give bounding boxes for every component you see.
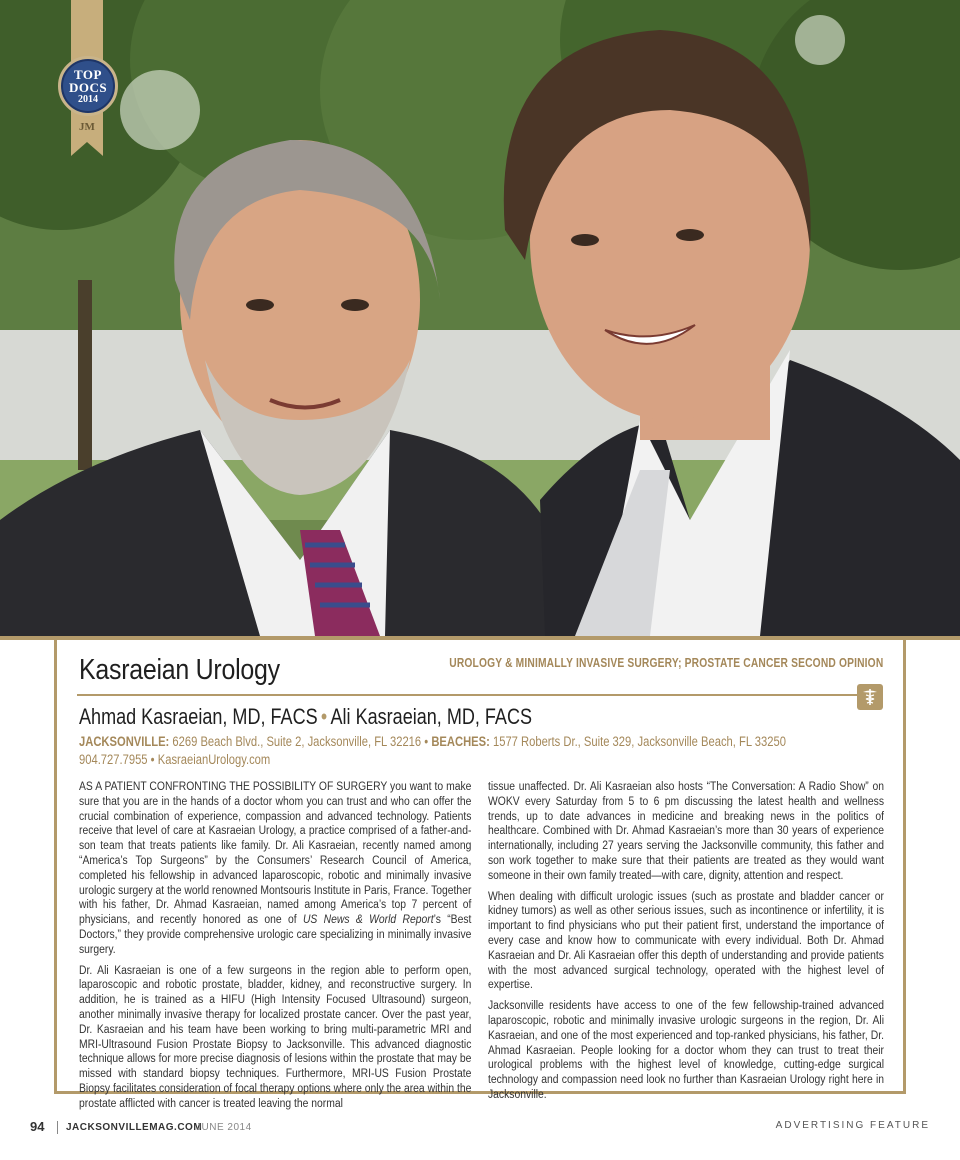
page-number: 94	[30, 1119, 45, 1134]
phone-number[interactable]: 904.727.7955	[79, 752, 148, 767]
address-line	[79, 734, 786, 749]
award-line1: TOP	[74, 66, 102, 82]
body-paragraph: When dealing with difficult urologic issues (such as prostate and bladder cancer or kidney tumors) as well as other serious issues, such as incontinence or infertility, it is important to find physicians who put their patient first, understand the importance of every case and know how to communicate with every individual. Both Dr. Ahmad Kasraeian and Dr. Ali Kasraeian offer this depth of understanding and provide patients with the most advanced surgical technology, operated with the highest level of expertise.	[488, 890, 884, 992]
body-column-right	[488, 780, 884, 1109]
street-address: 6269 Beach Blvd., Suite 2, Jacksonville, FL 32216	[172, 734, 422, 749]
city-label: BEACHES:	[431, 734, 490, 749]
separator: •	[150, 752, 155, 767]
publication-name: US News & World Report	[302, 914, 434, 927]
website-link[interactable]: KasraeianUrology.com	[157, 752, 271, 767]
body-paragraph: tissue unaffected. Dr. Ali Kasraeian also hosts “The Conversation: A Radio Show” on WOKV every Saturday from 5 to 6 pm discussing the latest health and wellness trends, up to date advances in medicine and breaking news in the politics of healthcare. Combined with Dr. Ahmad Kasraeian’s more than 30 years of experience internationally, including 27 years serving the Jacksonville community, this father and son work together to make sure that their patients are treated as they would want someone in their own family treated—with care, dignity, attention and respect.	[488, 781, 884, 882]
award-line2: DOCS	[68, 79, 108, 95]
page-footer	[30, 1119, 930, 1137]
issue-date: JUNE 2014	[196, 1122, 252, 1133]
doctor-names	[79, 704, 532, 730]
separator: •	[424, 734, 429, 749]
doctor-name: Ahmad Kasraeian, MD, FACS	[79, 704, 318, 729]
body-paragraph: Dr. Ali Kasraeian is one of a few surgeons in the region able to perform open, laparoscopic and robotic prostate, bladder, kidney, and reconstructive surgery. In addition, he is trained as a HIFU (High Intensity Focused Ultrasound) surgeon, another minimally invasive therapy for localized prostate cancer. Over the past year, Dr. Kasraeian and his team have been working to bring multi-parametric MRI and MRI-Ultrasound Fusion Prostate Biopsy to Jacksonville. This advanced diagnostic technique allows for more precise diagnosis of lesions within the prostate that may be missed with standard biopsy techniques. Furthermore, MRI-US Fusion Prostate Biopsy facilitates consideration of focal therapy options where only the area within the prostate afflicted with cancer is treated leaving the normal	[79, 964, 472, 1110]
site-link[interactable]: JACKSONVILLEMAG.COM	[66, 1122, 203, 1133]
body-column-left	[79, 780, 471, 1118]
body-text: AS A PATIENT CONFRONTING THE POSSIBILITY OF SURGERY you want to make sure that you are in the hands of a doctor whom you can trust and who can offer the crucial combination of experience, compassion and advanced technology. Patients receive that level of care at Kasraeian Urology, a practice comprised of a father-and-son team that treats patients like family. Dr. Ali Kasraeian, recently named among “America’s Top Surgeons” by the Consumers’ Research Council of America, completed his fellowship in advanced laparoscopic, robotic and minimally invasive urologic surgery at the world renowned Montsouris Institute in Paris, France. Together with his father, Dr. Ahmad Kasraeian, named among America’s top 7 percent of physicians, and recently honored as one of	[79, 781, 472, 927]
body-paragraph	[79, 780, 471, 958]
divider-line	[77, 694, 867, 696]
contact-line	[79, 752, 270, 767]
body-paragraph: Jacksonville residents have access to one of the few fellowship-trained advanced laparoscopic, robotic and minimally invasive urologic surgeons in the region, Dr. Ali Kasraeian, and one of the most experienced and top-ranked physicians, his father, Dr. Ahmad Kasraeian. People looking for a doctor whom they can trust to treat their urological problems with the highest level of knowledge, cutting-edge surgical technology and compassion need look no further than Kasraeian Urology right here in Jacksonville.	[488, 1000, 884, 1101]
street-address: 1577 Roberts Dr., Suite 329, Jacksonville Beach, FL 33250	[492, 734, 786, 749]
award-mark: JM	[79, 121, 95, 133]
footer-divider	[57, 1121, 58, 1134]
doctor-name: Ali Kasraeian, MD, FACS	[330, 704, 533, 729]
top-docs-award-badge	[58, 56, 118, 116]
city-label: JACKSONVILLE:	[79, 734, 170, 749]
practice-name: Kasraeian Urology	[79, 654, 280, 686]
body-text: ’s “Best Doctors,” they provide comprehensive urologic care specializing in minimally invasive surgery.	[79, 914, 472, 956]
award-year: 2014	[78, 93, 98, 105]
caduceus-icon	[857, 684, 883, 710]
specialty-heading: UROLOGY & MINIMALLY INVASIVE SURGERY; PROSTATE CANCER SECOND OPINION	[448, 656, 883, 670]
listing-panel	[54, 640, 906, 1110]
separator: •	[320, 704, 328, 729]
advertising-feature-label: ADVERTISING FEATURE	[775, 1120, 930, 1131]
